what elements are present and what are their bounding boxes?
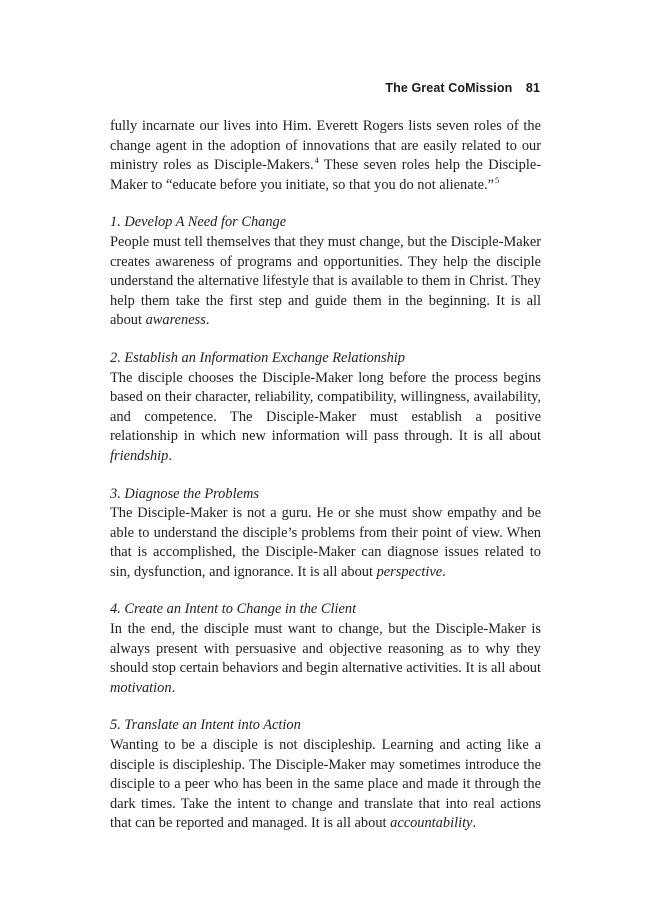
- page-number: 81: [525, 81, 540, 95]
- section-information-exchange: [110, 349, 541, 467]
- section-develop-need: [110, 213, 541, 331]
- section-period: .: [472, 815, 477, 832]
- section-intent-to-change: [110, 600, 541, 698]
- intro-paragraph: [110, 117, 541, 195]
- intro-text-continued: These seven roles help the Disciple-Maker to “educate before you initiate, so that you do not alienate.”: [110, 157, 541, 193]
- section-body: [110, 369, 541, 467]
- section-heading: 3. Diagnose the Problems: [110, 485, 259, 502]
- section-body-text: Wanting to be a disciple is not discipleship. Learning and acting like a disciple is discipleship. The Disciple-Maker may sometimes introduce the disciple to a peer who has been in the same place and made it through the dark times. Take the intent to change and translate that into real actions that can be reported and managed. It is all about: [110, 737, 541, 832]
- section-keyword: motivation: [110, 679, 172, 696]
- section-keyword: awareness: [145, 312, 206, 329]
- section-body-text: The disciple chooses the Disciple-Maker long before the process begins based on their character, reliability, compatibility, willingness, availability, and competence. The Disciple-Maker must establish a positive relationship in which new information will pass through. It is all about: [110, 369, 541, 445]
- section-period: .: [168, 447, 172, 464]
- section-body-text: The Disciple-Maker is not a guru. He or she must show empathy and be able to understand the disciple’s problems from their point of view. When that is accomplished, the Disciple-Maker can diagnose issues related to sin, dysfunction, and ignorance. It is all about: [110, 505, 541, 580]
- section-heading: 5. Translate an Intent into Action: [110, 717, 301, 734]
- footnote-marker-5: 5: [495, 174, 500, 185]
- section-body: [110, 504, 541, 582]
- section-keyword: perspective: [376, 563, 443, 580]
- intro-text: fully incarnate our lives into Him. Everett Rogers lists seven roles of the change agent in the adoption of innovations that are easily related to our ministry roles as Disciple-Makers.: [110, 118, 541, 174]
- section-keyword: friendship: [110, 447, 169, 464]
- section-keyword: accountability: [390, 815, 473, 832]
- footnote-marker-4: 4: [314, 155, 319, 166]
- main-text: [110, 117, 541, 834]
- section-body: [110, 620, 541, 698]
- running-header: [385, 81, 540, 95]
- section-heading: 4. Create an Intent to Change in the Client: [110, 601, 357, 618]
- section-body-text: People must tell themselves that they must change, but the Disciple-Maker creates awareness of programs and opportunities. They help the disciple understand the alternative lifestyle that is available to them in Christ. They help them take the first step and guide them in the beginning. It is all about: [110, 233, 541, 329]
- section-body-text: In the end, the disciple must want to change, but the Disciple-Maker is always present with persuasive and objective reasoning as to why they should stop certain behaviors and begin alternative activities. It is all about: [110, 621, 541, 677]
- section-body: [110, 233, 541, 331]
- section-heading: 1. Develop A Need for Change: [110, 214, 287, 231]
- section-heading: 2. Establish an Information Exchange Relationship: [110, 349, 405, 366]
- section-body: [110, 736, 541, 834]
- book-title: The Great CoMission: [385, 81, 513, 95]
- section-period: .: [442, 563, 446, 580]
- section-diagnose-problems: [110, 485, 541, 583]
- section-period: .: [171, 679, 176, 696]
- section-intent-into-action: [110, 716, 541, 834]
- section-period: .: [205, 312, 210, 329]
